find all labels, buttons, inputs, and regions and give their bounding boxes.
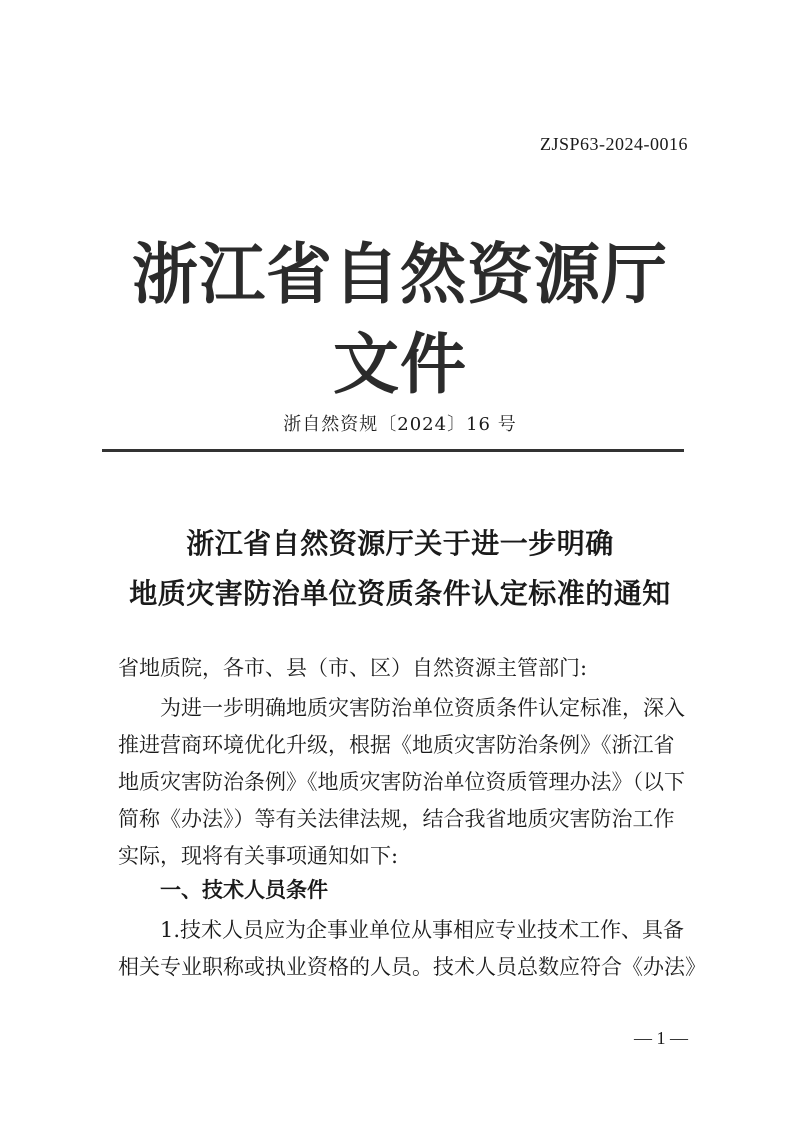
salutation: 省地质院，各市、县（市、区）自然资源主管部门: — [118, 656, 588, 680]
header-divider — [102, 449, 684, 452]
notice-title-line-2: 地质灾害防治单位资质条件认定标准的通知 — [129, 577, 671, 610]
paragraph-line: 1.技术人员应为企事业单位从事相应专业技术工作、具备 — [160, 918, 685, 942]
document-code: ZJSP63-2024-0016 — [539, 134, 688, 154]
paragraph-1 — [118, 690, 688, 875]
paragraph-line: 推进营商环境优化升级，根据《地质灾害防治条例》《浙江省 — [118, 733, 675, 757]
masthead-title: 浙江省自然资源厅文件 — [132, 236, 668, 403]
paragraph-line: 为进一步明确地质灾害防治单位资质条件认定标准，深入 — [160, 696, 685, 720]
page-number: — 1 — — [634, 1028, 688, 1048]
paragraph-line: 地质灾害防治条例》《地质灾害防治单位资质管理办法》（以下 — [118, 770, 685, 794]
section-heading: 一、技术人员条件 — [160, 878, 328, 902]
paragraph-2 — [118, 912, 706, 986]
notice-title-line-1: 浙江省自然资源厅关于进一步明确 — [186, 527, 614, 560]
paragraph-line: 实际，现将有关事项通知如下: — [118, 844, 399, 868]
paragraph-line: 简称《办法》）等有关法律法规，结合我省地质灾害防治工作 — [118, 807, 675, 831]
document-number: 浙自然资规〔2024〕16 号 — [283, 414, 517, 435]
paragraph-line: 相关专业职称或执业资格的人员。技术人员总数应符合《办法》 — [118, 955, 706, 979]
